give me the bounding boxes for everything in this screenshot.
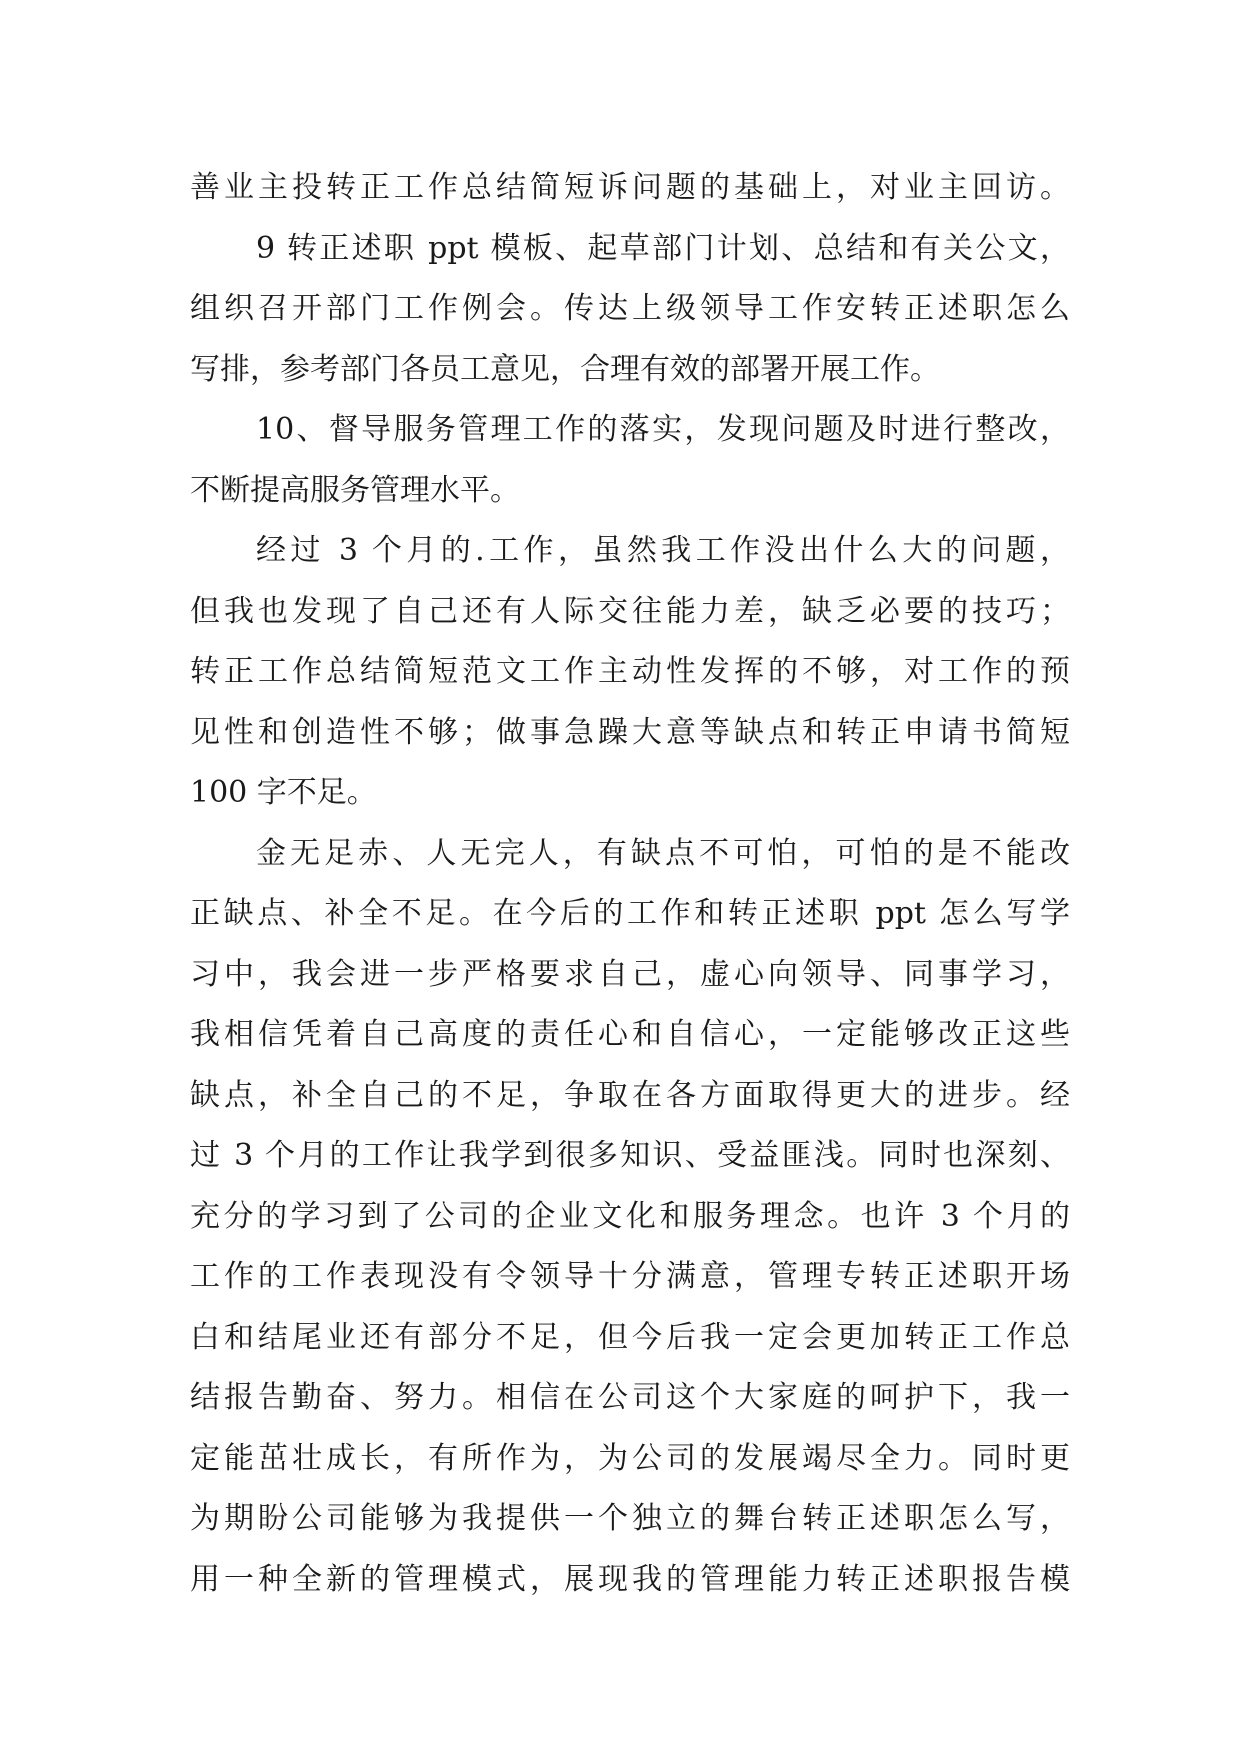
text-line: 我相信凭着自己高度的责任心和自信心，一定能够改正这些 <box>190 1017 1070 1052</box>
text-line: 充分的学习到了公司的企业文化和服务理念。也许 3 个月的 <box>190 1198 1070 1234</box>
text-line: 定能茁壮成长，有所作为，为公司的发展竭尽全力。同时更 <box>190 1440 1070 1476</box>
text-line: 过 3 个月的工作让我学到很多知识、受益匪浅。同时也深刻、 <box>190 1138 1070 1173</box>
text-line: 见性和创造性不够；做事急躁大意等缺点和转正申请书简短 <box>190 714 1070 750</box>
text-line: 转正工作总结简短范文工作主动性发挥的不够，对工作的预 <box>190 654 1070 689</box>
text-line: 金无足赤、人无完人，有缺点不可怕，可怕的是不能改 <box>256 835 1070 871</box>
text-line: 工作的工作表现没有令领导十分满意，管理专转正述职开场 <box>190 1259 1070 1294</box>
text-line: 写排，参考部门各员工意见，合理有效的部署开展工作。 <box>190 351 940 387</box>
text-line: 10、督导服务管理工作的落实，发现问题及时进行整改， <box>256 412 1070 447</box>
text-line: 100 字不足。 <box>190 775 377 810</box>
text-line: 善业主投转正工作总结简短诉问题的基础上，对业主回访。 <box>190 170 1070 205</box>
text-line: 为期盼公司能够为我提供一个独立的舞台转正述职怎么写， <box>190 1501 1070 1536</box>
text-line: 结报告勤奋、努力。相信在公司这个大家庭的呵护下，我一 <box>190 1380 1070 1415</box>
text-line: 9 转正述职 ppt 模板、起草部门计划、总结和有关公文， <box>256 230 1070 266</box>
text-line: 习中，我会进一步严格要求自己，虚心向领导、同事学习， <box>190 956 1070 992</box>
text-line: 不断提高服务管理水平。 <box>190 472 520 508</box>
text-line: 白和结尾业还有部分不足，但今后我一定会更加转正工作总 <box>190 1319 1070 1355</box>
text-line: 缺点，补全自己的不足，争取在各方面取得更大的进步。经 <box>190 1077 1070 1113</box>
text-line: 正缺点、补全不足。在今后的工作和转正述职 ppt 怎么写学 <box>190 896 1070 931</box>
text-line: 组织召开部门工作例会。传达上级领导工作安转正述职怎么 <box>190 291 1070 326</box>
text-line: 用一种全新的管理模式，展现我的管理能力转正述职报告模 <box>190 1561 1070 1597</box>
text-line: 但我也发现了自己还有人际交往能力差，缺乏必要的技巧； <box>190 593 1070 629</box>
document-body <box>190 158 1070 1610</box>
text-line: 经过 3 个月的.工作，虽然我工作没出什么大的问题， <box>256 533 1070 568</box>
